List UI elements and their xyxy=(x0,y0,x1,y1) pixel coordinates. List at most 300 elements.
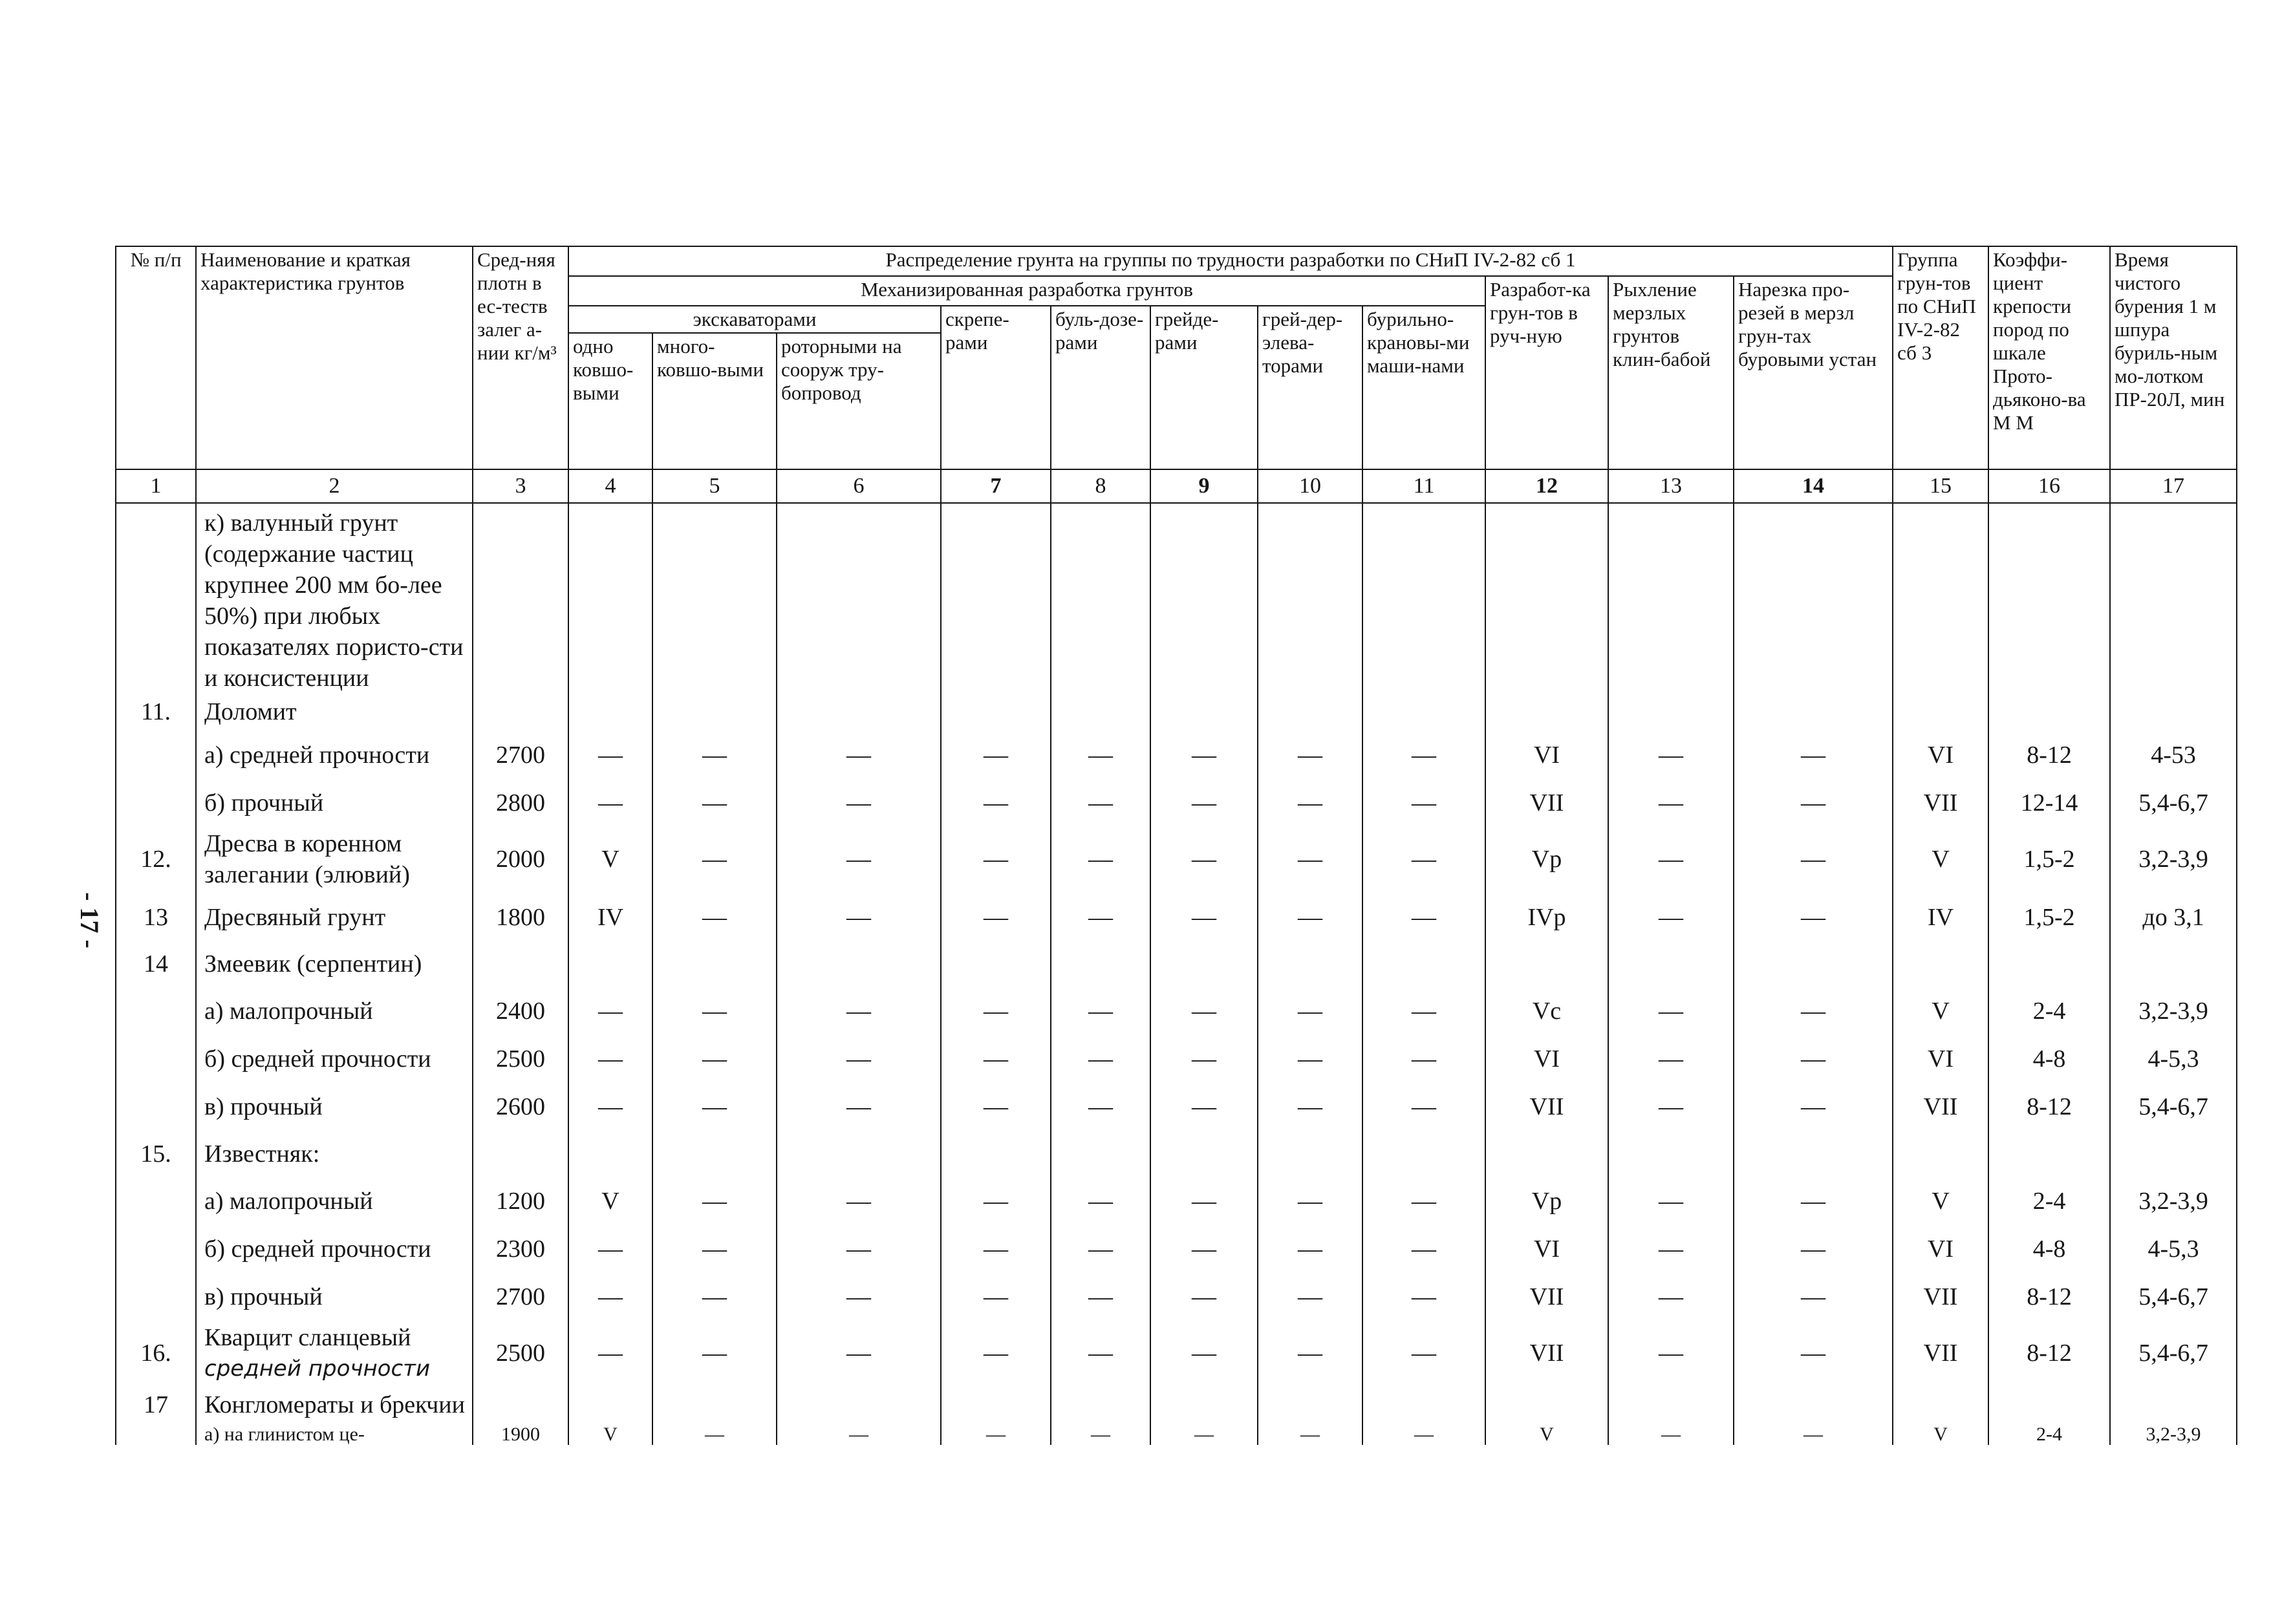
row-number xyxy=(116,731,196,779)
column-number: 16 xyxy=(1988,469,2110,503)
density-value xyxy=(473,1388,568,1424)
column-number: 9 xyxy=(1150,469,1258,503)
bulldozers-value: — xyxy=(1051,1321,1150,1388)
density-value: 1200 xyxy=(473,1177,568,1225)
cutting-value: — xyxy=(1734,731,1893,779)
row-number xyxy=(116,1083,196,1131)
rotary-value: — xyxy=(777,1424,941,1445)
header-distribution: Распределение грунта на группы по трудности разработки по СНиП IV-2-82 сб 1 xyxy=(568,246,1893,276)
grader-elevators-value: — xyxy=(1258,1321,1362,1388)
table-row xyxy=(116,731,2237,779)
bulldozers-value: — xyxy=(1051,1035,1150,1083)
scrapers-value: — xyxy=(941,1273,1051,1321)
table-row xyxy=(116,1083,2237,1131)
manual-value: VII xyxy=(1485,779,1608,827)
drill-time-value: 3,2-3,9 xyxy=(2110,827,2237,894)
rotary-value: — xyxy=(777,1273,941,1321)
table-row xyxy=(116,1273,2237,1321)
coefficient-value xyxy=(1988,1388,2110,1424)
table-row xyxy=(116,1131,2237,1177)
cutting-value xyxy=(1734,695,1893,731)
grader-elevators-value xyxy=(1258,695,1362,731)
column-number: 4 xyxy=(568,469,652,503)
table-row xyxy=(116,987,2237,1035)
drill-time-value xyxy=(2110,503,2237,695)
single-bucket-value: — xyxy=(568,1225,652,1273)
header-bulldozers: буль-дозе-рами xyxy=(1051,306,1150,469)
cutting-value xyxy=(1734,1131,1893,1177)
coefficient-value: 8-12 xyxy=(1988,1273,2110,1321)
graders-value xyxy=(1150,1388,1258,1424)
table-row xyxy=(116,827,2237,894)
table-row xyxy=(116,1388,2237,1424)
loosening-value: — xyxy=(1608,1273,1734,1321)
manual-value: VII xyxy=(1485,1273,1608,1321)
bulldozers-value xyxy=(1051,695,1150,731)
bulldozers-value: — xyxy=(1051,1273,1150,1321)
bulldozers-value: — xyxy=(1051,1225,1150,1273)
multi-bucket-value: — xyxy=(652,987,777,1035)
graders-value xyxy=(1150,695,1258,731)
graders-value: — xyxy=(1150,1225,1258,1273)
loosening-value: — xyxy=(1608,1083,1734,1131)
drilling-crane-value: — xyxy=(1362,1321,1485,1388)
column-number: 3 xyxy=(473,469,568,503)
loosening-value: — xyxy=(1608,987,1734,1035)
rotary-value: — xyxy=(777,1177,941,1225)
single-bucket-value: — xyxy=(568,1321,652,1388)
multi-bucket-value xyxy=(652,941,777,987)
grader-elevators-value xyxy=(1258,503,1362,695)
graders-value: — xyxy=(1150,779,1258,827)
rotary-value: — xyxy=(777,1321,941,1388)
manual-value xyxy=(1485,503,1608,695)
header-scrapers: скрепе-рами xyxy=(941,306,1051,469)
density-value: 2400 xyxy=(473,987,568,1035)
cutting-value: — xyxy=(1734,827,1893,894)
single-bucket-value xyxy=(568,695,652,731)
soil-name: Конгломераты и брекчии xyxy=(196,1388,473,1424)
multi-bucket-value: — xyxy=(652,1035,777,1083)
cutting-value xyxy=(1734,1388,1893,1424)
header-group: Группа грун-тов по СНиП IV-2-82 сб 3 xyxy=(1893,246,1988,469)
bulldozers-value xyxy=(1051,503,1150,695)
drill-time-value: 5,4-6,7 xyxy=(2110,1273,2237,1321)
row-number xyxy=(116,503,196,695)
drilling-crane-value xyxy=(1362,695,1485,731)
coefficient-value xyxy=(1988,695,2110,731)
drill-time-value xyxy=(2110,1388,2237,1424)
drilling-crane-value: — xyxy=(1362,1225,1485,1273)
header-rotary: роторными на сооруж тру-бопровод xyxy=(777,333,941,469)
loosening-value: — xyxy=(1608,1424,1734,1445)
loosening-value: — xyxy=(1608,1321,1734,1388)
drilling-crane-value: — xyxy=(1362,894,1485,941)
coefficient-value: 1,5-2 xyxy=(1988,894,2110,941)
column-number-row xyxy=(116,469,2237,503)
coefficient-value xyxy=(1988,1131,2110,1177)
rotary-value xyxy=(777,1388,941,1424)
group-value: V xyxy=(1893,1424,1988,1445)
drilling-crane-value: — xyxy=(1362,731,1485,779)
drill-time-value: 4-5,3 xyxy=(2110,1225,2237,1273)
drill-time-value: 3,2-3,9 xyxy=(2110,1177,2237,1225)
loosening-value: — xyxy=(1608,779,1734,827)
manual-value: VI xyxy=(1485,731,1608,779)
coefficient-value: 2-4 xyxy=(1988,1177,2110,1225)
soil-name: Дресвяный грунт xyxy=(196,894,473,941)
group-value: V xyxy=(1893,987,1988,1035)
column-number: 11 xyxy=(1362,469,1485,503)
table-row xyxy=(116,1177,2237,1225)
multi-bucket-value: — xyxy=(652,1083,777,1131)
row-number xyxy=(116,1035,196,1083)
graders-value: — xyxy=(1150,1321,1258,1388)
single-bucket-value: V xyxy=(568,1424,652,1445)
rotary-value: — xyxy=(777,987,941,1035)
manual-value: Vр xyxy=(1485,827,1608,894)
cutting-value xyxy=(1734,503,1893,695)
loosening-value xyxy=(1608,503,1734,695)
scrapers-value xyxy=(941,1131,1051,1177)
loosening-value: — xyxy=(1608,1035,1734,1083)
graders-value: — xyxy=(1150,894,1258,941)
single-bucket-value: — xyxy=(568,731,652,779)
loosening-value xyxy=(1608,1388,1734,1424)
table-row xyxy=(116,503,2237,695)
soil-name: а) средней прочности xyxy=(196,731,473,779)
manual-value: VI xyxy=(1485,1035,1608,1083)
graders-value: — xyxy=(1150,987,1258,1035)
rotary-value xyxy=(777,941,941,987)
density-value: 1900 xyxy=(473,1424,568,1445)
scrapers-value: — xyxy=(941,779,1051,827)
table-row xyxy=(116,941,2237,987)
density-value: 2800 xyxy=(473,779,568,827)
manual-value xyxy=(1485,1388,1608,1424)
soil-classification-table xyxy=(115,246,2237,1445)
grader-elevators-value: — xyxy=(1258,1273,1362,1321)
coefficient-value xyxy=(1988,503,2110,695)
rotary-value: — xyxy=(777,779,941,827)
table-header xyxy=(116,246,2237,503)
manual-value xyxy=(1485,941,1608,987)
table-row xyxy=(116,779,2237,827)
grader-elevators-value: — xyxy=(1258,779,1362,827)
multi-bucket-value: — xyxy=(652,1177,777,1225)
header-cutting: Нарезка про-резей в мерзл грун-тах буровыми устан xyxy=(1734,276,1893,469)
cutting-value: — xyxy=(1734,1083,1893,1131)
scrapers-value: — xyxy=(941,1424,1051,1445)
group-value: V xyxy=(1893,1177,1988,1225)
grader-elevators-value: — xyxy=(1258,1083,1362,1131)
single-bucket-value xyxy=(568,503,652,695)
graders-value: — xyxy=(1150,1177,1258,1225)
header-loosening: Рыхление мерзлых грунтов клин-бабой xyxy=(1608,276,1734,469)
scrapers-value xyxy=(941,695,1051,731)
manual-value: VII xyxy=(1485,1083,1608,1131)
column-number: 6 xyxy=(777,469,941,503)
bulldozers-value: — xyxy=(1051,731,1150,779)
header-density: Сред-няя плотн в ес-теств залег а-нии кг/м³ xyxy=(473,246,568,469)
graders-value xyxy=(1150,1131,1258,1177)
loosening-value: — xyxy=(1608,1177,1734,1225)
soil-name-text: Кварцит сланцевый xyxy=(204,1324,411,1351)
bulldozers-value xyxy=(1051,941,1150,987)
single-bucket-value: V xyxy=(568,827,652,894)
drill-time-value: до 3,1 xyxy=(2110,894,2237,941)
coefficient-value: 2-4 xyxy=(1988,987,2110,1035)
rotary-value xyxy=(777,503,941,695)
table-row xyxy=(116,894,2237,941)
cutting-value: — xyxy=(1734,1225,1893,1273)
multi-bucket-value: — xyxy=(652,1273,777,1321)
density-value: 2500 xyxy=(473,1035,568,1083)
multi-bucket-value: — xyxy=(652,894,777,941)
soil-name: б) средней прочности xyxy=(196,1035,473,1083)
bulldozers-value: — xyxy=(1051,987,1150,1035)
header-single-bucket: одно ковшо-выми xyxy=(568,333,652,469)
drilling-crane-value xyxy=(1362,503,1485,695)
multi-bucket-value xyxy=(652,695,777,731)
manual-value: IVр xyxy=(1485,894,1608,941)
row-number xyxy=(116,1177,196,1225)
multi-bucket-value: — xyxy=(652,827,777,894)
bulldozers-value: — xyxy=(1051,1424,1150,1445)
manual-value: Vс xyxy=(1485,987,1608,1035)
row-number: 15. xyxy=(116,1131,196,1177)
cutting-value: — xyxy=(1734,1177,1893,1225)
group-value: VI xyxy=(1893,1035,1988,1083)
group-value: VI xyxy=(1893,731,1988,779)
coefficient-value xyxy=(1988,941,2110,987)
grader-elevators-value: — xyxy=(1258,731,1362,779)
group-value: VII xyxy=(1893,779,1988,827)
header-coefficient: Коэффи-циент крепости пород по шкале Прото-дьяконо-ва М М xyxy=(1988,246,2110,469)
density-value xyxy=(473,695,568,731)
header-no: № п/п xyxy=(116,246,196,469)
group-value: V xyxy=(1893,827,1988,894)
group-value: VI xyxy=(1893,1225,1988,1273)
table-body xyxy=(116,503,2237,1445)
soil-name: в) прочный xyxy=(196,1273,473,1321)
row-number xyxy=(116,987,196,1035)
column-number: 13 xyxy=(1608,469,1734,503)
graders-value: — xyxy=(1150,1424,1258,1445)
drilling-crane-value: — xyxy=(1362,827,1485,894)
scrapers-value: — xyxy=(941,1321,1051,1388)
manual-value xyxy=(1485,1131,1608,1177)
group-value xyxy=(1893,941,1988,987)
soil-name: а) на глинистом це- xyxy=(196,1424,473,1445)
column-number: 1 xyxy=(116,469,196,503)
coefficient-value: 2-4 xyxy=(1988,1424,2110,1445)
grader-elevators-value: — xyxy=(1258,827,1362,894)
multi-bucket-value: — xyxy=(652,1424,777,1445)
column-number: 7 xyxy=(941,469,1051,503)
multi-bucket-value: — xyxy=(652,1321,777,1388)
scrapers-value xyxy=(941,1388,1051,1424)
rotary-value: — xyxy=(777,827,941,894)
loosening-value xyxy=(1608,941,1734,987)
row-number: 17 xyxy=(116,1388,196,1424)
group-value xyxy=(1893,695,1988,731)
coefficient-value: 4-8 xyxy=(1988,1035,2110,1083)
drill-time-value: 5,4-6,7 xyxy=(2110,779,2237,827)
scrapers-value: — xyxy=(941,987,1051,1035)
bulldozers-value: — xyxy=(1051,894,1150,941)
header-manual: Разработ-ка грун-тов в руч-ную xyxy=(1485,276,1608,469)
manual-value: VII xyxy=(1485,1321,1608,1388)
drilling-crane-value: — xyxy=(1362,1035,1485,1083)
graders-value xyxy=(1150,503,1258,695)
single-bucket-value: — xyxy=(568,987,652,1035)
column-number: 10 xyxy=(1258,469,1362,503)
rotary-value: — xyxy=(777,1035,941,1083)
scrapers-value: — xyxy=(941,1177,1051,1225)
drilling-crane-value: — xyxy=(1362,1177,1485,1225)
table-row xyxy=(116,1225,2237,1273)
soil-name: к) валунный грунт (содержание частиц крупнее 200 мм бо-лее 50%) при любых показателях пористо-сти и консистенции xyxy=(196,503,473,695)
drilling-crane-value: — xyxy=(1362,987,1485,1035)
grader-elevators-value: — xyxy=(1258,987,1362,1035)
row-number: 11. xyxy=(116,695,196,731)
coefficient-value: 8-12 xyxy=(1988,1321,2110,1388)
density-value xyxy=(473,503,568,695)
rotary-value xyxy=(777,1131,941,1177)
soil-name: б) прочный xyxy=(196,779,473,827)
column-number: 15 xyxy=(1893,469,1988,503)
row-number xyxy=(116,779,196,827)
loosening-value: — xyxy=(1608,827,1734,894)
column-number: 17 xyxy=(2110,469,2237,503)
multi-bucket-value xyxy=(652,1131,777,1177)
row-number xyxy=(116,1424,196,1445)
scrapers-value: — xyxy=(941,1083,1051,1131)
drilling-crane-value: — xyxy=(1362,1424,1485,1445)
loosening-value xyxy=(1608,695,1734,731)
cutting-value: — xyxy=(1734,1321,1893,1388)
rotary-value: — xyxy=(777,731,941,779)
single-bucket-value: — xyxy=(568,1035,652,1083)
cutting-value: — xyxy=(1734,987,1893,1035)
cutting-value: — xyxy=(1734,894,1893,941)
loosening-value xyxy=(1608,1131,1734,1177)
drill-time-value xyxy=(2110,695,2237,731)
multi-bucket-value: — xyxy=(652,731,777,779)
cutting-value xyxy=(1734,941,1893,987)
drill-time-value: 3,2-3,9 xyxy=(2110,1424,2237,1445)
scrapers-value xyxy=(941,503,1051,695)
group-value: VII xyxy=(1893,1321,1988,1388)
soil-name: б) средней прочности xyxy=(196,1225,473,1273)
cutting-value: — xyxy=(1734,1035,1893,1083)
row-number: 13 xyxy=(116,894,196,941)
bulldozers-value: — xyxy=(1051,779,1150,827)
grader-elevators-value: — xyxy=(1258,1424,1362,1445)
rotary-value: — xyxy=(777,1225,941,1273)
group-value: IV xyxy=(1893,894,1988,941)
graders-value xyxy=(1150,941,1258,987)
group-value xyxy=(1893,1131,1988,1177)
single-bucket-value xyxy=(568,1131,652,1177)
rotary-value: — xyxy=(777,1083,941,1131)
group-value: VII xyxy=(1893,1083,1988,1131)
scrapers-value xyxy=(941,941,1051,987)
scrapers-value: — xyxy=(941,1035,1051,1083)
drill-time-value: 4-53 xyxy=(2110,731,2237,779)
loosening-value: — xyxy=(1608,894,1734,941)
grader-elevators-value: — xyxy=(1258,1177,1362,1225)
soil-name: Известняк: xyxy=(196,1131,473,1177)
soil-name xyxy=(196,1321,473,1388)
soil-name: в) прочный xyxy=(196,1083,473,1131)
group-value xyxy=(1893,503,1988,695)
scrapers-value: — xyxy=(941,731,1051,779)
coefficient-value: 8-12 xyxy=(1988,731,2110,779)
row-number: 14 xyxy=(116,941,196,987)
soil-name: а) малопрочный xyxy=(196,987,473,1035)
multi-bucket-value: — xyxy=(652,1225,777,1273)
multi-bucket-value: — xyxy=(652,779,777,827)
bulldozers-value: — xyxy=(1051,1177,1150,1225)
density-value: 2300 xyxy=(473,1225,568,1273)
header-mechanized: Механизированная разработка грунтов xyxy=(568,276,1485,306)
graders-value: — xyxy=(1150,1273,1258,1321)
table-row xyxy=(116,1035,2237,1083)
loosening-value: — xyxy=(1608,1225,1734,1273)
soil-name: Змеевик (серпентин) xyxy=(196,941,473,987)
grader-elevators-value xyxy=(1258,1131,1362,1177)
header-excavators: экскаваторами xyxy=(568,306,941,333)
rotary-value: — xyxy=(777,894,941,941)
coefficient-value: 12-14 xyxy=(1988,779,2110,827)
manual-value: VI xyxy=(1485,1225,1608,1273)
header-graders: грейде-рами xyxy=(1150,306,1258,469)
cutting-value: — xyxy=(1734,1424,1893,1445)
density-value xyxy=(473,941,568,987)
coefficient-value: 4-8 xyxy=(1988,1225,2110,1273)
drilling-crane-value: — xyxy=(1362,1273,1485,1321)
column-number: 8 xyxy=(1051,469,1150,503)
drill-time-value xyxy=(2110,941,2237,987)
scrapers-value: — xyxy=(941,1225,1051,1273)
drilling-crane-value: — xyxy=(1362,779,1485,827)
row-number xyxy=(116,1225,196,1273)
single-bucket-value: — xyxy=(568,1273,652,1321)
column-number: 5 xyxy=(652,469,777,503)
grader-elevators-value: — xyxy=(1258,1225,1362,1273)
loosening-value: — xyxy=(1608,731,1734,779)
header-name: Наименование и краткая характеристика грунтов xyxy=(196,246,473,469)
scrapers-value: — xyxy=(941,894,1051,941)
drill-time-value: 5,4-6,7 xyxy=(2110,1321,2237,1388)
manual-value: V xyxy=(1485,1424,1608,1445)
density-value: 2000 xyxy=(473,827,568,894)
soil-name: Дресва в коренном залегании (элювий) xyxy=(196,827,473,894)
density-value: 1800 xyxy=(473,894,568,941)
drilling-crane-value xyxy=(1362,1388,1485,1424)
grader-elevators-value: — xyxy=(1258,894,1362,941)
single-bucket-value: V xyxy=(568,1177,652,1225)
graders-value: — xyxy=(1150,731,1258,779)
graders-value: — xyxy=(1150,1083,1258,1131)
bulldozers-value xyxy=(1051,1388,1150,1424)
bulldozers-value: — xyxy=(1051,827,1150,894)
table-row xyxy=(116,695,2237,731)
drilling-crane-value: — xyxy=(1362,1083,1485,1131)
coefficient-value: 1,5-2 xyxy=(1988,827,2110,894)
